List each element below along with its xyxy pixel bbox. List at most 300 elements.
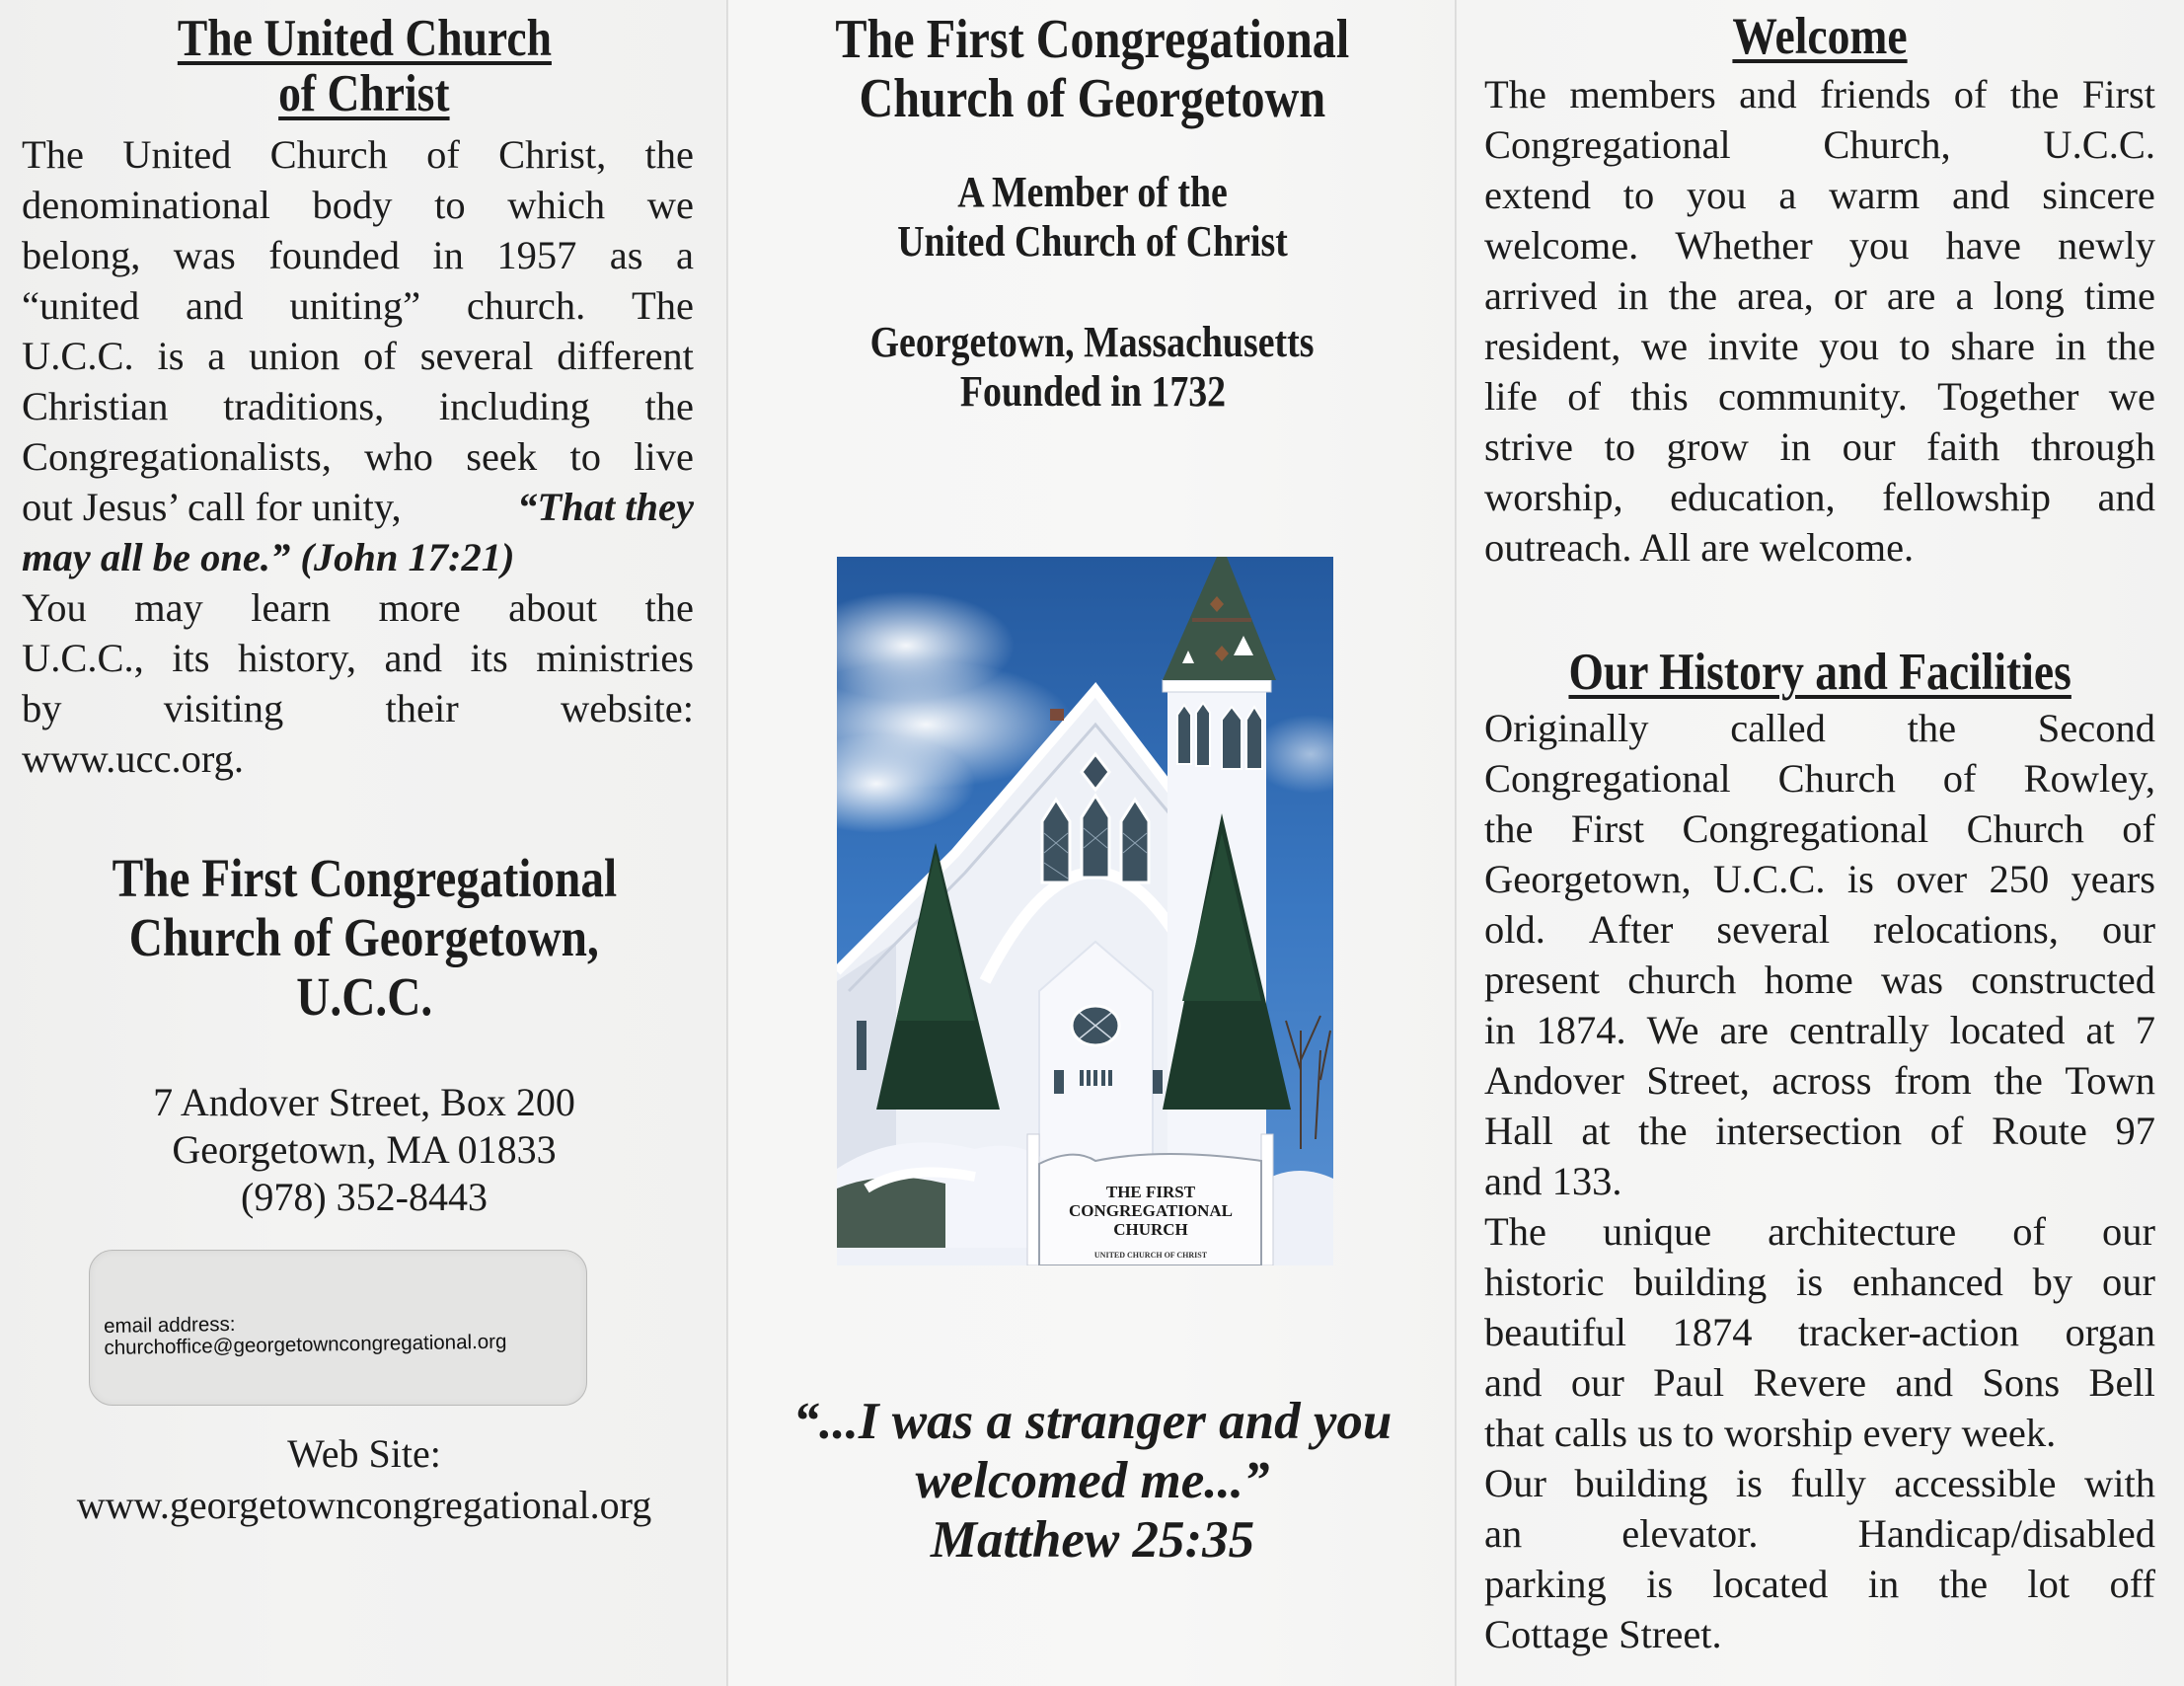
address-line: Georgetown, MA 01833 <box>172 1127 557 1172</box>
right-panel <box>1457 0 2184 1686</box>
word: and <box>2097 475 2155 519</box>
history-body <box>1484 703 2155 1659</box>
scripture-quote: “That they <box>517 485 694 529</box>
word: is <box>1646 1562 1674 1606</box>
word: tracker-action <box>1797 1310 2019 1354</box>
website-link[interactable]: www.georgetowncongregational.org <box>76 1483 652 1527</box>
member-of-line: A Member of the <box>957 168 1228 216</box>
word: of <box>2012 1209 2047 1254</box>
word: the <box>1484 806 1534 851</box>
body-line <box>1484 170 2155 220</box>
email-label: email address: <box>103 1312 236 1338</box>
welcome-body <box>1484 69 2155 573</box>
word: Georgetown, <box>1484 857 1692 901</box>
word: of <box>1929 1109 1964 1153</box>
word: Sons <box>1982 1360 2061 1405</box>
word: Christian <box>22 384 169 428</box>
address-line: 7 Andover Street, Box 200 <box>153 1080 575 1124</box>
word: off <box>2109 1562 2155 1606</box>
body-line <box>22 683 694 733</box>
word: old. <box>1484 907 1545 952</box>
body-line <box>1484 321 2155 371</box>
word: you <box>1686 173 1747 217</box>
word: union <box>249 334 340 378</box>
word: in <box>1867 1562 1900 1606</box>
word: warm <box>1829 173 1920 217</box>
word: We <box>1646 1008 1699 1052</box>
ucc-website-link[interactable]: www.ucc.org. <box>22 736 244 781</box>
body-line <box>1484 955 2155 1005</box>
word: of <box>1953 72 1988 116</box>
word: traditions, <box>223 384 385 428</box>
word: Church <box>1777 756 1896 801</box>
word: several <box>1716 907 1831 952</box>
word: have <box>1945 223 2021 268</box>
body-line <box>22 280 694 331</box>
ucc-body <box>22 129 694 784</box>
body-line <box>1484 1206 2155 1257</box>
word: the <box>2009 72 2060 116</box>
body-line <box>1484 703 2155 753</box>
word: more <box>378 585 461 630</box>
word: the <box>1994 1058 2043 1103</box>
word: You <box>22 585 87 630</box>
tower-cornice <box>1163 680 1271 692</box>
word: our <box>2101 1260 2155 1304</box>
word: Hall <box>1484 1109 1553 1153</box>
word: long <box>1993 273 2065 318</box>
church-name-line: U.C.C. <box>296 966 432 1027</box>
email-label-sticker <box>89 1250 587 1406</box>
word: years <box>2071 857 2155 901</box>
cover-title-line: Church of Georgetown <box>859 68 1326 129</box>
body-line <box>1484 1357 2155 1408</box>
word: their <box>385 686 459 730</box>
word: a <box>1955 273 1974 318</box>
welcome-heading-text: Welcome <box>1732 8 1909 65</box>
word: Originally <box>1484 706 1649 750</box>
word: ministries <box>536 636 694 680</box>
body-line <box>1484 119 2155 170</box>
word: in <box>1617 273 1649 318</box>
word: of <box>2122 806 2155 851</box>
word: across <box>1771 1058 1872 1103</box>
word: was <box>1880 958 1943 1002</box>
body-line <box>1484 472 2155 522</box>
word: organ <box>2065 1310 2155 1354</box>
word: Rowley, <box>2023 756 2155 801</box>
word: belong, <box>22 233 141 277</box>
word: live <box>634 434 694 479</box>
word: The <box>22 132 84 177</box>
word: arrived <box>1484 273 1598 318</box>
word: lot <box>2027 1562 2071 1606</box>
word: are <box>1719 1008 1769 1052</box>
body-line <box>1484 1005 2155 1055</box>
word: located <box>1949 1008 2066 1052</box>
sign-text-line: CONGREGATIONAL <box>1069 1201 1233 1220</box>
shrubs <box>837 1178 945 1248</box>
word: our <box>1570 1360 1624 1405</box>
word: Congregational <box>1682 806 1929 851</box>
left-panel <box>0 0 728 1686</box>
body-line: Cottage Street. <box>1484 1612 1722 1656</box>
word: is <box>157 334 185 378</box>
word: architecture <box>1768 1209 1957 1254</box>
word: you <box>1848 223 1910 268</box>
word: Together <box>1937 374 2079 419</box>
word: resident, <box>1484 324 1621 368</box>
cover-title-2 <box>728 69 1457 128</box>
word: Congregational <box>1484 756 1731 801</box>
word: Revere <box>1753 1360 1867 1405</box>
word: who <box>364 434 433 479</box>
word: we <box>646 183 694 227</box>
word: the <box>1907 706 1957 750</box>
church-name <box>0 849 728 908</box>
phone-number[interactable]: (978) 352-8443 <box>241 1175 488 1219</box>
body-line <box>1484 1508 2155 1559</box>
church-name-line: The First Congregational <box>112 848 617 908</box>
word: about <box>508 585 598 630</box>
word: and <box>1739 72 1797 116</box>
church-illustration <box>837 557 1333 1265</box>
scripture-quote-line-2: welcomed me...” <box>915 1452 1270 1509</box>
word: and <box>186 283 244 328</box>
word: body <box>312 183 393 227</box>
location <box>728 318 1457 367</box>
ucc-heading <box>0 10 728 67</box>
sign-post-left <box>1027 1134 1039 1265</box>
body-line <box>1484 422 2155 472</box>
word: from <box>1894 1058 1972 1103</box>
word: you <box>1819 324 1880 368</box>
word: founded <box>268 233 400 277</box>
word: sincere <box>2042 173 2155 217</box>
word: visiting <box>163 686 284 730</box>
word: through <box>2030 424 2155 469</box>
word: the <box>644 384 694 428</box>
word: to <box>434 183 466 227</box>
body-line: that calls us to worship every week. <box>1484 1411 2057 1455</box>
word: education, <box>1670 475 1836 519</box>
word: which <box>507 183 606 227</box>
word: at <box>2085 1008 2115 1052</box>
word: uniting” <box>289 283 421 328</box>
body-line <box>1484 1559 2155 1609</box>
word: building <box>1633 1260 1768 1304</box>
word: history, <box>238 636 357 680</box>
word: Church <box>269 132 388 177</box>
word: at <box>1581 1109 1611 1153</box>
word: learn <box>251 585 332 630</box>
word: Church <box>1966 806 2084 851</box>
word: Bell <box>2088 1360 2155 1405</box>
word: located <box>1712 1562 1829 1606</box>
word: as <box>609 233 643 277</box>
ucc-heading-line-2: of Christ <box>278 65 450 122</box>
word: historic <box>1484 1260 1605 1304</box>
word: is <box>1735 1461 1763 1505</box>
body-line <box>22 331 694 381</box>
word: with <box>2083 1461 2155 1505</box>
word: the <box>644 585 694 630</box>
word: in <box>2055 324 2086 368</box>
welcome-heading <box>1457 8 2184 65</box>
word: The <box>1484 1209 1546 1254</box>
word: the <box>644 132 694 177</box>
word: Handicap/disabled <box>1857 1511 2155 1556</box>
word: unique <box>1602 1209 1712 1254</box>
word: we <box>1640 324 1689 368</box>
word: to <box>1622 173 1655 217</box>
word: or <box>1833 273 1867 318</box>
body-line <box>1484 220 2155 270</box>
word: worship, <box>1484 475 1623 519</box>
word: Church, <box>1823 122 1951 167</box>
word: 1874 <box>1672 1310 1753 1354</box>
body-line <box>1484 1307 2155 1357</box>
word: U.C.C. <box>1712 857 1826 901</box>
church-photo <box>837 557 1333 1265</box>
word: intersection <box>1715 1109 1903 1153</box>
word: Congregational <box>1484 122 1731 167</box>
body-line <box>1484 904 2155 955</box>
founded-text: Founded in 1732 <box>959 367 1226 416</box>
word: newly <box>2058 223 2155 268</box>
word: members <box>1569 72 1716 116</box>
word: in <box>1779 424 1811 469</box>
church-name-3 <box>0 967 728 1027</box>
middle-panel <box>728 0 1457 1686</box>
word: U.C.C. <box>22 334 134 378</box>
word: time <box>2083 273 2155 318</box>
word: are <box>1886 273 1936 318</box>
word: 250 <box>1989 857 2050 901</box>
body-line <box>22 633 694 683</box>
word: may <box>134 585 203 630</box>
word: to <box>1899 324 1931 368</box>
word: an <box>1484 1511 1523 1556</box>
body-line: and 133. <box>1484 1159 1622 1203</box>
body-line <box>1484 371 2155 422</box>
word: Route <box>1992 1109 2087 1153</box>
word: share <box>1950 324 2035 368</box>
body-line <box>1484 854 2155 904</box>
word: church. <box>466 283 586 328</box>
word: Second <box>2037 706 2155 750</box>
word: 1874. <box>1536 1008 1626 1052</box>
sign-text-line: UNITED CHURCH OF CHRIST <box>1093 1251 1208 1260</box>
word: by <box>22 686 62 730</box>
word: grow <box>1666 424 1749 469</box>
word: “united <box>22 283 140 328</box>
word: and <box>384 636 442 680</box>
word: to <box>1604 424 1636 469</box>
word: its <box>172 636 210 680</box>
word: our <box>1842 424 1896 469</box>
word: was <box>173 233 236 277</box>
word: seek <box>466 434 538 479</box>
sign-post-right <box>1261 1134 1273 1265</box>
word: and <box>1895 1360 1953 1405</box>
word: United <box>122 132 232 177</box>
word: its <box>470 636 508 680</box>
sign-text-line: THE FIRST <box>1105 1183 1196 1201</box>
quote-line <box>22 482 694 532</box>
body-line <box>1484 804 2155 854</box>
word: Congregationalists, <box>22 434 332 479</box>
word: U.C.C., <box>22 636 144 680</box>
body-line <box>22 431 694 482</box>
word: strive <box>1484 424 1573 469</box>
word: in <box>1484 1008 1516 1052</box>
member-of <box>728 168 1457 217</box>
body-line <box>1484 69 2155 119</box>
word: home <box>1764 958 1853 1002</box>
word: Town <box>2065 1058 2155 1103</box>
history-heading-text: Our History and Facilities <box>1568 644 2072 701</box>
word: First <box>2081 72 2155 116</box>
chimney <box>1050 709 1064 721</box>
cover-title <box>728 10 1457 69</box>
location-text: Georgetown, Massachusetts <box>870 318 1315 366</box>
word: elevator. <box>1621 1511 1759 1556</box>
church-name-line: Church of Georgetown, <box>128 907 600 967</box>
word: to <box>569 434 601 479</box>
word: accessible <box>1894 1461 2057 1505</box>
word: fellowship <box>1882 475 2052 519</box>
word: including <box>438 384 590 428</box>
scripture-reference: Matthew 25:35 <box>930 1511 1255 1569</box>
history-heading <box>1457 644 2184 701</box>
word: the <box>1668 273 1718 318</box>
body-line: outreach. All are welcome. <box>1484 525 1915 570</box>
word: of <box>426 132 460 177</box>
word: extend <box>1484 173 1591 217</box>
word: the <box>2106 324 2155 368</box>
body-text: out Jesus’ call for unity, <box>22 485 402 529</box>
sign-text-line: CHURCH <box>1113 1220 1188 1239</box>
word: building <box>1574 1461 1708 1505</box>
word: First <box>1570 806 1645 851</box>
word: a <box>207 334 226 378</box>
word: 7 <box>2135 1008 2155 1052</box>
word: website: <box>561 686 694 730</box>
word: the <box>1938 1562 1989 1606</box>
word: called <box>1730 706 1826 750</box>
word: over <box>1896 857 1968 901</box>
body-line <box>22 180 694 230</box>
word: we <box>2108 374 2155 419</box>
word: After <box>1588 907 1674 952</box>
ucc-heading-2 <box>0 65 728 122</box>
word: Andover <box>1484 1058 1624 1103</box>
word: our <box>2102 1209 2155 1254</box>
body-line <box>1484 1257 2155 1307</box>
word: in <box>432 233 464 277</box>
word: Whether <box>1675 223 1813 268</box>
scripture-quote-line-1: “...I was a stranger and you <box>792 1393 1393 1450</box>
body-line <box>22 129 694 180</box>
cover-title-line: The First Congregational <box>835 9 1350 70</box>
word: parking <box>1484 1562 1607 1606</box>
email-block <box>104 1310 507 1359</box>
word: and <box>1952 173 2010 217</box>
word: a <box>1778 173 1797 217</box>
word: Our <box>1484 1461 1546 1505</box>
email-address[interactable]: churchoffice@georgetowncongregational.org <box>104 1330 507 1359</box>
word: friends <box>1819 72 1931 116</box>
word: The <box>1484 72 1546 116</box>
word: community. <box>1717 374 1908 419</box>
word: present <box>1484 958 1600 1002</box>
word: by <box>2032 1260 2073 1304</box>
word: life <box>1484 374 1538 419</box>
word: faith <box>1926 424 2000 469</box>
body-line <box>1484 1055 2155 1106</box>
word: this <box>1630 374 1689 419</box>
body-line <box>1484 1458 2155 1508</box>
member-of-2 <box>728 217 1457 267</box>
member-of-line: United Church of Christ <box>897 217 1288 266</box>
word: beautiful <box>1484 1310 1626 1354</box>
church-name-2 <box>0 908 728 967</box>
word: a <box>675 233 694 277</box>
website-label: Web Site: <box>287 1431 441 1476</box>
word: constructed <box>1971 958 2155 1002</box>
body-line <box>22 381 694 431</box>
body-line <box>1484 1106 2155 1156</box>
word: area, <box>1737 273 1814 318</box>
word: of <box>1567 374 1601 419</box>
founded <box>728 367 1457 417</box>
word: denominational <box>22 183 270 227</box>
body-line <box>22 582 694 633</box>
word: The <box>632 283 694 328</box>
lancet-windows <box>1042 796 1149 882</box>
scripture-quote-line: may all be one.” (John 17:21) <box>22 535 515 579</box>
word: is <box>1846 857 1874 901</box>
word: several <box>419 334 534 378</box>
word: U.C.C. <box>2043 122 2155 167</box>
word: 97 <box>2115 1109 2155 1153</box>
word: the <box>1638 1109 1688 1153</box>
word: and <box>1484 1360 1543 1405</box>
body-line <box>1484 270 2155 321</box>
word: different <box>557 334 694 378</box>
word: 1957 <box>496 233 577 277</box>
word: Christ, <box>498 132 607 177</box>
word: fully <box>1790 1461 1866 1505</box>
ucc-heading-line-1: The United Church <box>177 10 552 67</box>
word: our <box>2101 907 2155 952</box>
entrance-porch <box>1039 942 1153 1188</box>
body-line <box>1484 753 2155 804</box>
word: of <box>1942 756 1977 801</box>
word: welcome. <box>1484 223 1639 268</box>
word: Paul <box>1653 1360 1725 1405</box>
word: of <box>363 334 397 378</box>
word: church <box>1627 958 1737 1002</box>
word: centrally <box>1788 1008 1929 1052</box>
word: relocations, <box>1873 907 2059 952</box>
word: invite <box>1707 324 1799 368</box>
word: Street, <box>1646 1058 1750 1103</box>
word: is <box>1796 1260 1824 1304</box>
word: enhanced <box>1851 1260 2003 1304</box>
body-line <box>22 230 694 280</box>
